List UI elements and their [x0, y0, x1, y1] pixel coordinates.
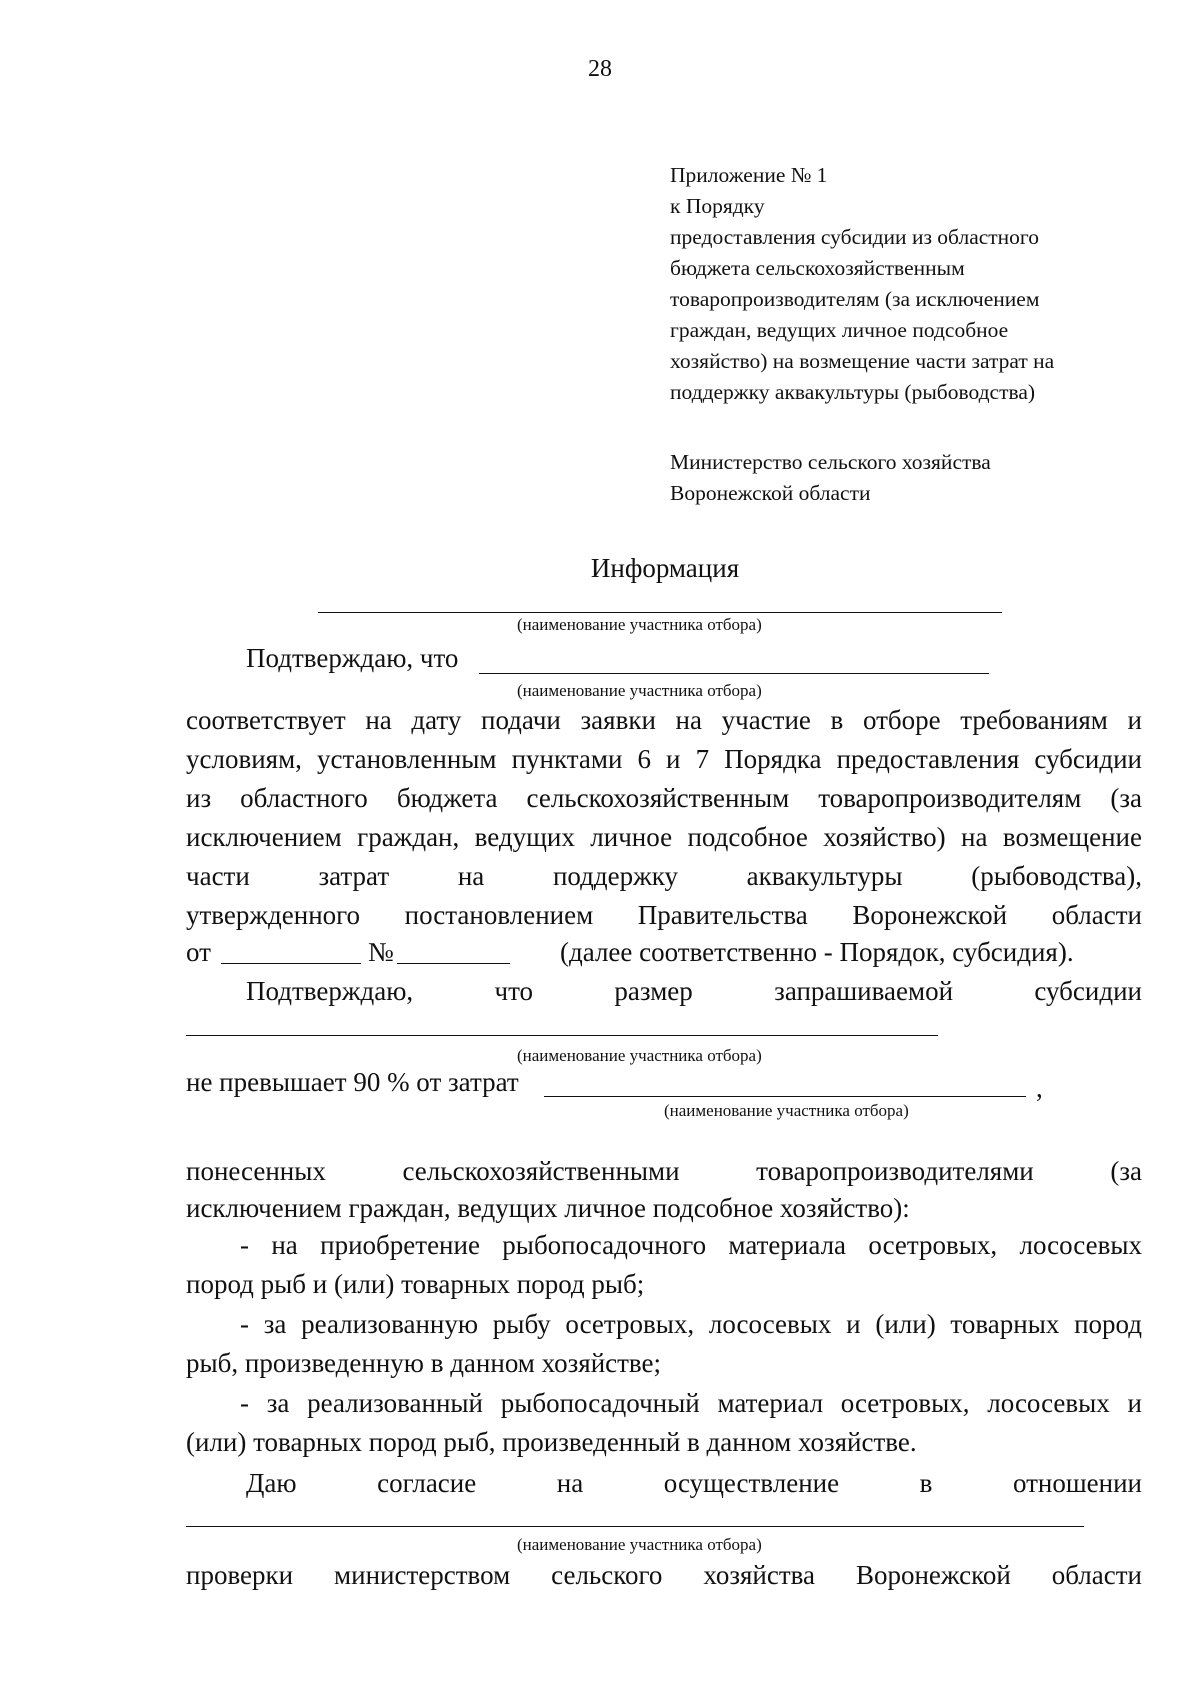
list-item-cont: пород рыб и (или) товарных пород рыб; — [186, 1269, 645, 1299]
confirm-lead: Подтверждаю, что — [246, 643, 459, 673]
addressee-line: Воронежской области — [670, 481, 871, 505]
participant-name-blank — [544, 1096, 1026, 1097]
appendix-line: товаропроизводителям (за исключением — [670, 287, 1040, 311]
comma: , — [1036, 1073, 1043, 1103]
number-label: № — [368, 937, 394, 967]
appendix-header — [670, 160, 1054, 408]
paragraph-line: из областного бюджета сельскохозяйственным товаропроизводителям (за — [186, 783, 1142, 813]
field-caption: (наименование участника отбора) — [517, 615, 762, 634]
consent-line: Даю согласие на осуществление в отношении — [246, 1468, 1142, 1498]
appendix-line: граждан, ведущих личное подсобное — [670, 318, 1009, 342]
paragraph-line: проверки министерством сельского хозяйства Воронежской области — [186, 1560, 1142, 1590]
appendix-line: поддержку аквакультуры (рыбоводства) — [670, 380, 1036, 404]
document-title: Информация — [590, 553, 740, 583]
list-item: - за реализованную рыбу осетровых, лососевых и (или) товарных пород — [240, 1309, 1142, 1339]
list-item-cont: (или) товарных пород рыб, произведенный в данном хозяйстве. — [186, 1427, 917, 1457]
participant-name-blank — [186, 1526, 1084, 1527]
participant-name-blank — [318, 612, 1002, 613]
date-label: от — [186, 937, 211, 967]
paragraph-line: соответствует на дату подачи заявки на участие в отборе требованиям и — [186, 705, 1142, 735]
page-number: 28 — [588, 56, 612, 82]
participant-name-blank — [186, 1035, 938, 1036]
appendix-line: бюджета сельскохозяйственным — [670, 256, 965, 280]
date-blank — [221, 963, 361, 964]
not-exceed-text: не превышает 90 % от затрат — [186, 1067, 519, 1097]
field-caption: (наименование участника отбора) — [517, 681, 762, 700]
appendix-line: предоставления субсидии из областного — [670, 225, 1039, 249]
list-item-cont: рыб, произведенную в данном хозяйстве; — [186, 1348, 662, 1378]
paragraph-line: утвержденного постановлением Правительства Воронежской области — [186, 900, 1142, 930]
paragraph-line: исключением граждан, ведущих личное подсобное хозяйство) на возмещение — [186, 822, 1142, 852]
field-caption: (наименование участника отбора) — [517, 1046, 762, 1065]
addressee-line: Министерство сельского хозяйства — [670, 450, 991, 474]
list-item: - за реализованный рыбопосадочный материал осетровых, лососевых и — [240, 1388, 1142, 1418]
paragraph-line: исключением граждан, ведущих личное подсобное хозяйство): — [186, 1193, 910, 1223]
field-caption: (наименование участника отбора) — [664, 1101, 909, 1120]
paragraph-line: условиям, установленным пунктами 6 и 7 Порядка предоставления субсидии — [186, 744, 1142, 774]
paragraph-tail: (далее соответственно - Порядок, субсидия). — [560, 937, 1074, 967]
number-blank — [397, 963, 510, 964]
field-caption: (наименование участника отбора) — [517, 1535, 762, 1554]
paragraph-line: части затрат на поддержку аквакультуры (рыбоводства), — [186, 861, 1142, 891]
participant-name-blank — [479, 673, 989, 674]
addressee-block — [670, 447, 991, 509]
appendix-line: Приложение № 1 — [670, 163, 828, 187]
appendix-line: хозяйство) на возмещение части затрат на — [670, 349, 1055, 373]
appendix-line: к Порядку — [670, 194, 765, 218]
paragraph-line: понесенных сельскохозяйственными товаропроизводителями (за — [186, 1156, 1142, 1186]
subsidy-confirm-line: Подтверждаю, что размер запрашиваемой субсидии — [246, 976, 1142, 1006]
list-item: - на приобретение рыбопосадочного материала осетровых, лососевых — [240, 1230, 1142, 1260]
